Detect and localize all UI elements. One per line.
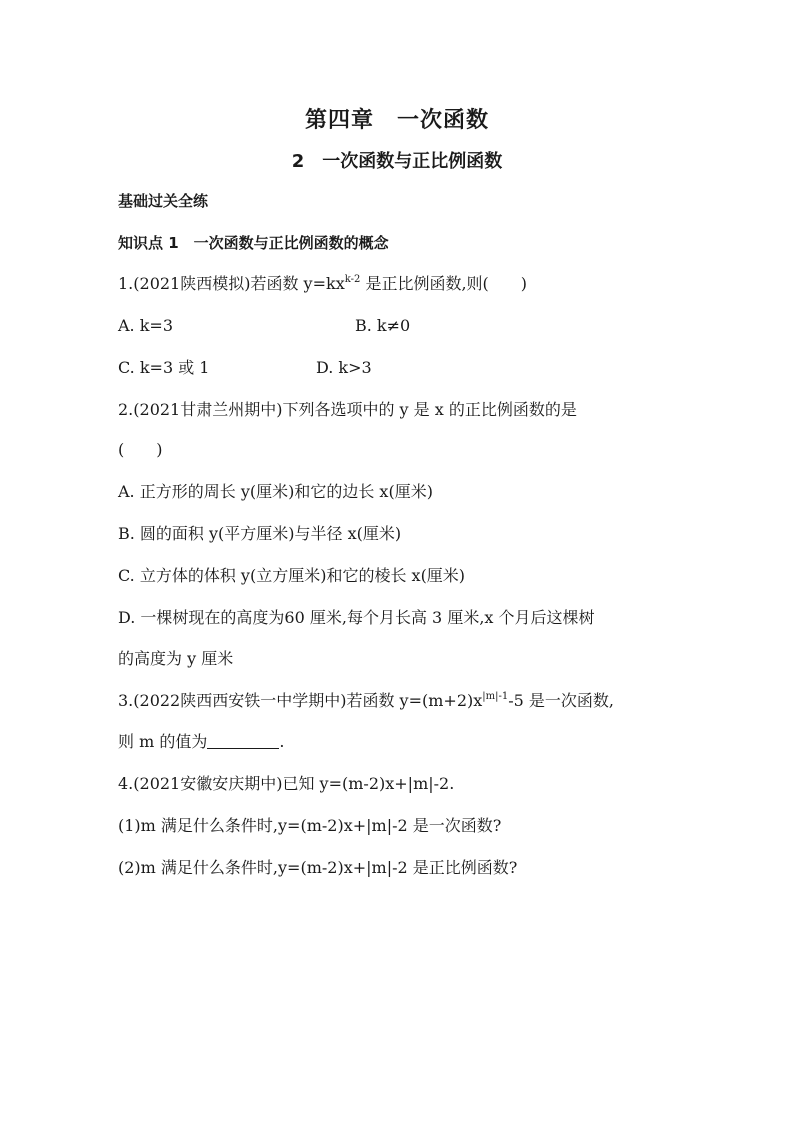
question-3-stem xyxy=(118,690,614,712)
question-1-stem-after: 是正比例函数,则( ) xyxy=(360,274,528,293)
question-1-option-b: B. k≠0 xyxy=(355,316,411,335)
question-2-option-d-line-1: D. 一棵树现在的高度为60 厘米,每个月长高 3 厘米,x 个月后这棵树 xyxy=(118,608,595,627)
knowledge-point-heading: 知识点 1 一次函数与正比例函数的概念 xyxy=(118,234,389,252)
question-1-stem-before: 1.(2021陕西模拟)若函数 y=kx xyxy=(118,274,345,293)
question-3-stem-before: 3.(2022陕西西安铁一中学期中)若函数 y=(m+2)x xyxy=(118,691,483,710)
question-2-bracket: ( ) xyxy=(118,440,163,459)
question-1-stem xyxy=(118,273,527,295)
question-2-option-d-line-2: 的高度为 y 厘米 xyxy=(118,649,234,668)
question-2-stem: 2.(2021甘肃兰州期中)下列各选项中的 y 是 x 的正比例函数的是 xyxy=(118,400,577,419)
section-title: 2 一次函数与正比例函数 xyxy=(291,151,503,172)
answer-blank[interactable] xyxy=(207,732,279,749)
chapter-title: 第四章 一次函数 xyxy=(304,108,489,133)
question-3-exponent: |m|-1 xyxy=(482,691,509,702)
question-3-stem-after: -5 是一次函数, xyxy=(508,691,615,710)
question-1-exponent: k-2 xyxy=(344,274,361,285)
question-4-stem: 4.(2021安徽安庆期中)已知 y=(m-2)x+|m|-2. xyxy=(118,774,455,793)
question-2-option-c: C. 立方体的体积 y(立方厘米)和它的棱长 x(厘米) xyxy=(118,566,466,585)
question-4-part-1: (1)m 满足什么条件时,y=(m-2)x+|m|-2 是一次函数? xyxy=(118,816,502,835)
practice-label: 基础过关全练 xyxy=(118,192,209,210)
question-1-option-d: D. k>3 xyxy=(316,358,372,377)
question-1-option-c: C. k=3 或 1 xyxy=(118,358,210,377)
question-4-part-2: (2)m 满足什么条件时,y=(m-2)x+|m|-2 是正比例函数? xyxy=(118,858,518,877)
question-2-option-b: B. 圆的面积 y(平方厘米)与半径 x(厘米) xyxy=(118,524,402,543)
question-2-option-a: A. 正方形的周长 y(厘米)和它的边长 x(厘米) xyxy=(118,482,433,501)
question-1-option-a: A. k=3 xyxy=(118,316,174,335)
question-3-line-2-before: 则 m 的值为 xyxy=(118,732,208,751)
question-3-line-2-after: . xyxy=(279,732,285,751)
question-3-line-2 xyxy=(118,731,284,753)
